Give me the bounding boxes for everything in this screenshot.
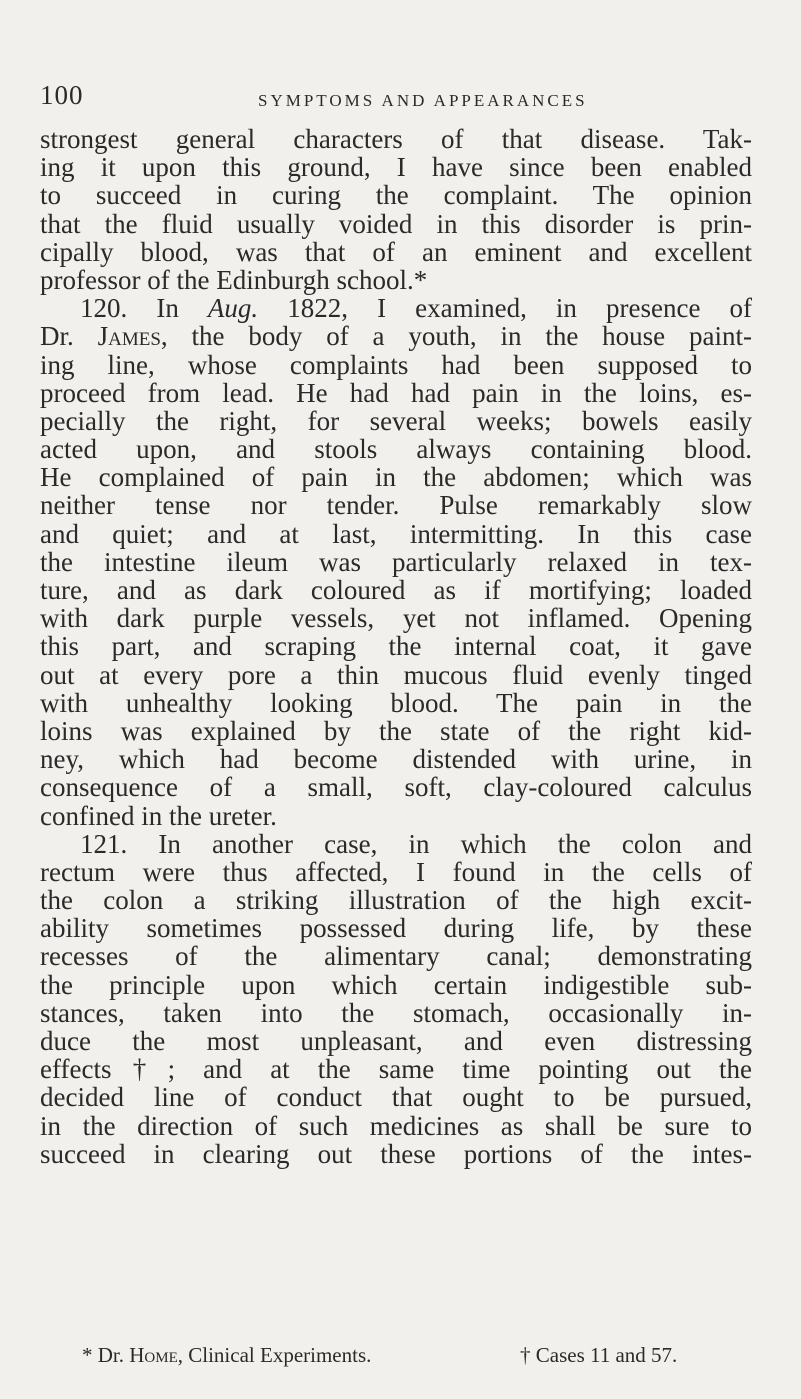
- text-line: [40, 914, 752, 942]
- line-text: confined in the ureter.: [40, 800, 277, 831]
- text-line: [40, 745, 752, 773]
- text-line: [40, 576, 752, 604]
- text-line: [40, 830, 752, 858]
- text-line: [40, 379, 752, 407]
- line-text: the colon a striking illustration of the high excit-: [40, 885, 752, 916]
- line-text-pre: 120. In: [80, 293, 208, 324]
- line-text: proceed from lead. He had had pain in the loins, es-: [40, 377, 752, 408]
- line-text-post: , the body of a youth, in the house paint-: [160, 321, 753, 352]
- text-line: [40, 717, 752, 745]
- line-text: to succeed in curing the complaint. The opinion: [40, 180, 752, 211]
- italic-date: Aug.: [207, 293, 259, 324]
- footnote-asterisk: [82, 1343, 371, 1368]
- line-text: He complained of pain in the abdomen; which was: [40, 462, 752, 493]
- page-number: 100: [40, 80, 84, 110]
- line-text: ture, and as dark coloured as if mortifying; loaded: [40, 575, 752, 605]
- line-text: that the fluid usually voided in this disorder is prin-: [40, 208, 752, 239]
- text-line: [40, 1055, 752, 1083]
- text-line: [40, 153, 752, 181]
- line-text: with dark purple vessels, yet not inflamed. Opening: [40, 603, 752, 634]
- person-name: James: [97, 321, 161, 352]
- line-text-pre: Dr.: [40, 321, 98, 352]
- line-text: and quiet; and at last, intermitting. In this case: [40, 518, 752, 549]
- line-text: 121. In another case, in which the colon and: [80, 828, 752, 859]
- line-text: out at every pore a thin mucous fluid evenly tinged: [40, 659, 752, 690]
- text-line: [40, 520, 752, 548]
- footnote-asterisk-post: , Clinical Experiments.: [177, 1343, 372, 1367]
- text-line: [40, 548, 752, 576]
- line-text: ing line, whose complaints had been supposed to: [40, 349, 752, 380]
- text-line: [40, 491, 752, 519]
- line-text: rectum were thus affected, I found in the cells of: [40, 856, 752, 887]
- text-line: [40, 632, 752, 660]
- line-text: consequence of a small, soft, clay-coloured calculus: [40, 772, 752, 803]
- text-line: [40, 604, 752, 632]
- line-text: the intestine ileum was particularly relaxed in tex-: [40, 546, 752, 577]
- text-line: [40, 661, 752, 689]
- line-text: loins was explained by the state of the right kid-: [40, 715, 752, 746]
- line-text: pecially the right, for several weeks; bowels easily: [40, 405, 752, 436]
- line-text: succeed in clearing out these portions of the intes-: [40, 1138, 752, 1169]
- text-line: [40, 238, 752, 266]
- line-text: the principle upon which certain indigestible sub-: [40, 969, 752, 1000]
- line-text: ability sometimes possessed during life, by these: [40, 913, 752, 944]
- line-text: strongest general characters of that disease. Tak-: [40, 124, 752, 154]
- text-line: [40, 351, 752, 379]
- text-line: [40, 210, 752, 238]
- footnote-asterisk-pre: * Dr.: [82, 1343, 130, 1367]
- text-line: [40, 689, 752, 717]
- text-line: [40, 181, 752, 209]
- text-line: [40, 1112, 752, 1140]
- text-line: [40, 266, 752, 294]
- line-text: duce the most unpleasant, and even distressing: [40, 1026, 752, 1056]
- text-line: [40, 1083, 752, 1111]
- line-text: in the direction of such medicines as shall be sure to: [40, 1110, 752, 1141]
- running-title: SYMPTOMS AND APPEARANCES: [258, 91, 588, 110]
- line-text: professor of the Edinburgh school.*: [40, 264, 428, 295]
- text-line: [40, 322, 752, 350]
- text-line: [40, 125, 752, 153]
- line-text: this part, and scraping the internal coat, it gave: [40, 631, 752, 662]
- text-line: [40, 942, 752, 970]
- line-text: ney, which had become distended with urine, in: [40, 744, 752, 775]
- line-text: decided line of conduct that ought to be pursued,: [40, 1082, 752, 1113]
- line-text: acted upon, and stools always containing blood.: [40, 434, 752, 465]
- footnote-author: Home: [129, 1343, 178, 1367]
- text-line: [40, 858, 752, 886]
- line-text: stances, taken into the stomach, occasionally in-: [40, 997, 752, 1028]
- line-text: effects†; and at the same time pointing out the: [40, 1054, 752, 1085]
- body-text: [40, 125, 752, 1168]
- text-line: [40, 1140, 752, 1168]
- text-line: [40, 802, 752, 830]
- line-text: ing it upon this ground, I have since been enabled: [40, 152, 752, 183]
- text-line: [40, 294, 752, 322]
- text-line: [40, 463, 752, 491]
- line-text: with unhealthy looking blood. The pain in the: [40, 687, 752, 718]
- footnote-dagger: † Cases 11 and 57.: [520, 1343, 678, 1367]
- line-text: cipally blood, was that of an eminent and excellent: [40, 236, 752, 267]
- text-line: [40, 1027, 752, 1055]
- text-line: [40, 886, 752, 914]
- line-text: recesses of the alimentary canal; demonstrating: [40, 941, 752, 972]
- text-line: [40, 773, 752, 801]
- text-line: [40, 407, 752, 435]
- text-line: [40, 435, 752, 463]
- line-text: neither tense nor tender. Pulse remarkably slow: [40, 490, 752, 521]
- text-line: [40, 971, 752, 999]
- line-text-post: 1822, I examined, in presence of: [258, 293, 752, 324]
- text-line: [40, 999, 752, 1027]
